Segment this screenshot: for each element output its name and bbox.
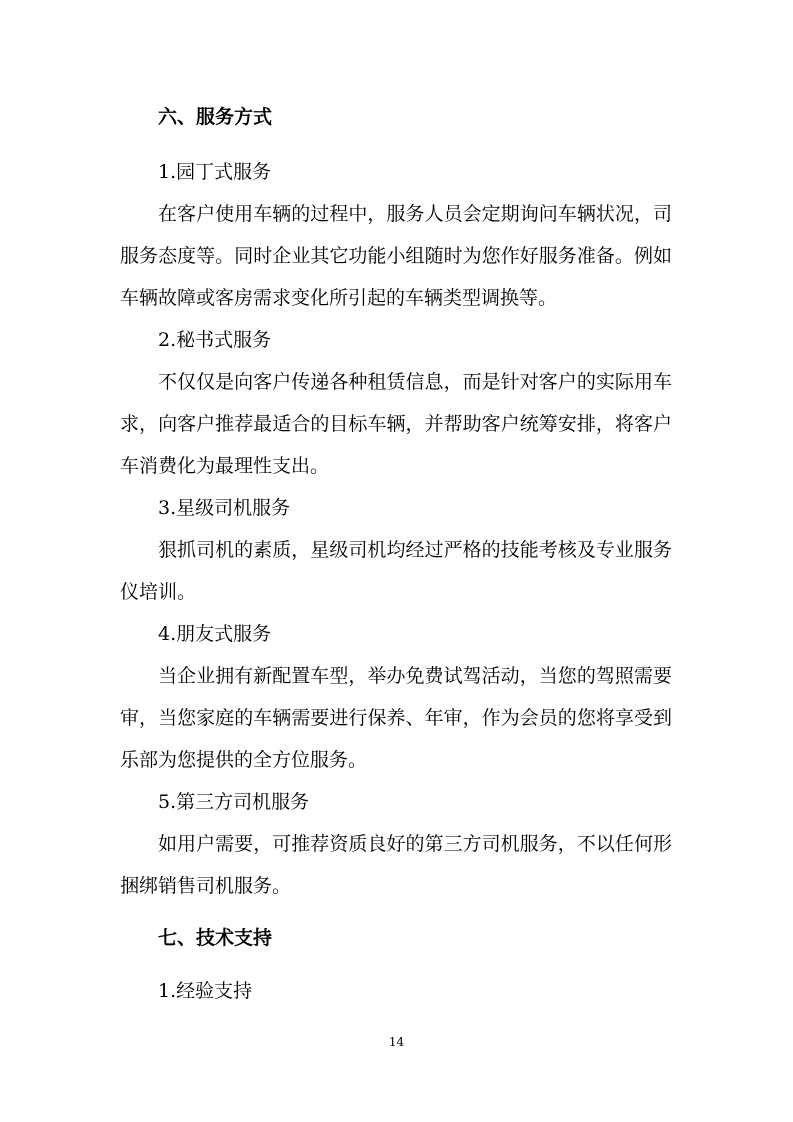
section-heading: 六、服务方式	[158, 106, 273, 128]
paragraph-line: 捆绑销售司机服务。	[120, 875, 292, 897]
item-title: 2.秘书式服务	[158, 329, 272, 351]
paragraph-line: 狠抓司机的素质，星级司机均经过严格的技能考核及专业服务	[158, 539, 672, 561]
paragraph-line: 在客户使用车辆的过程中，服务人员会定期询问车辆状况，司	[158, 203, 672, 225]
item-title: 5.第三方司机服务	[158, 791, 310, 813]
paragraph-line: 如用户需要，可推荐资质良好的第三方司机服务，不以任何形	[158, 833, 672, 855]
page-content	[120, 96, 672, 1012]
item-title: 1.园丁式服务	[158, 161, 272, 183]
paragraph-line: 不仅仅是向客户传递各种租赁信息，而是针对客户的实际用车	[158, 371, 672, 393]
paragraph-line: 车辆故障或客房需求变化所引起的车辆类型调换等。	[120, 287, 558, 309]
page-number: 14	[388, 1035, 405, 1049]
paragraph-line: 乐部为您提供的全方位服务。	[120, 749, 368, 771]
paragraph-line: 仪培训。	[120, 581, 197, 603]
paragraph-line: 求，向客户推荐最适合的目标车辆，并帮助客户统筹安排，将客户	[120, 413, 672, 435]
item-title: 1.经验支持	[158, 980, 253, 1002]
item-title: 3.星级司机服务	[158, 497, 291, 519]
paragraph-line: 审，当您家庭的车辆需要进行保养、年审，作为会员的您将享受到	[120, 707, 672, 729]
paragraph-line: 车消费化为最理性支出。	[120, 455, 330, 477]
section-heading: 七、技术支持	[158, 927, 273, 949]
item-title: 4.朋友式服务	[158, 623, 272, 645]
paragraph-line: 服务态度等。同时企业其它功能小组随时为您作好服务准备。例如	[120, 245, 672, 267]
paragraph-line: 当企业拥有新配置车型，举办免费试驾活动，当您的驾照需要	[158, 665, 672, 687]
